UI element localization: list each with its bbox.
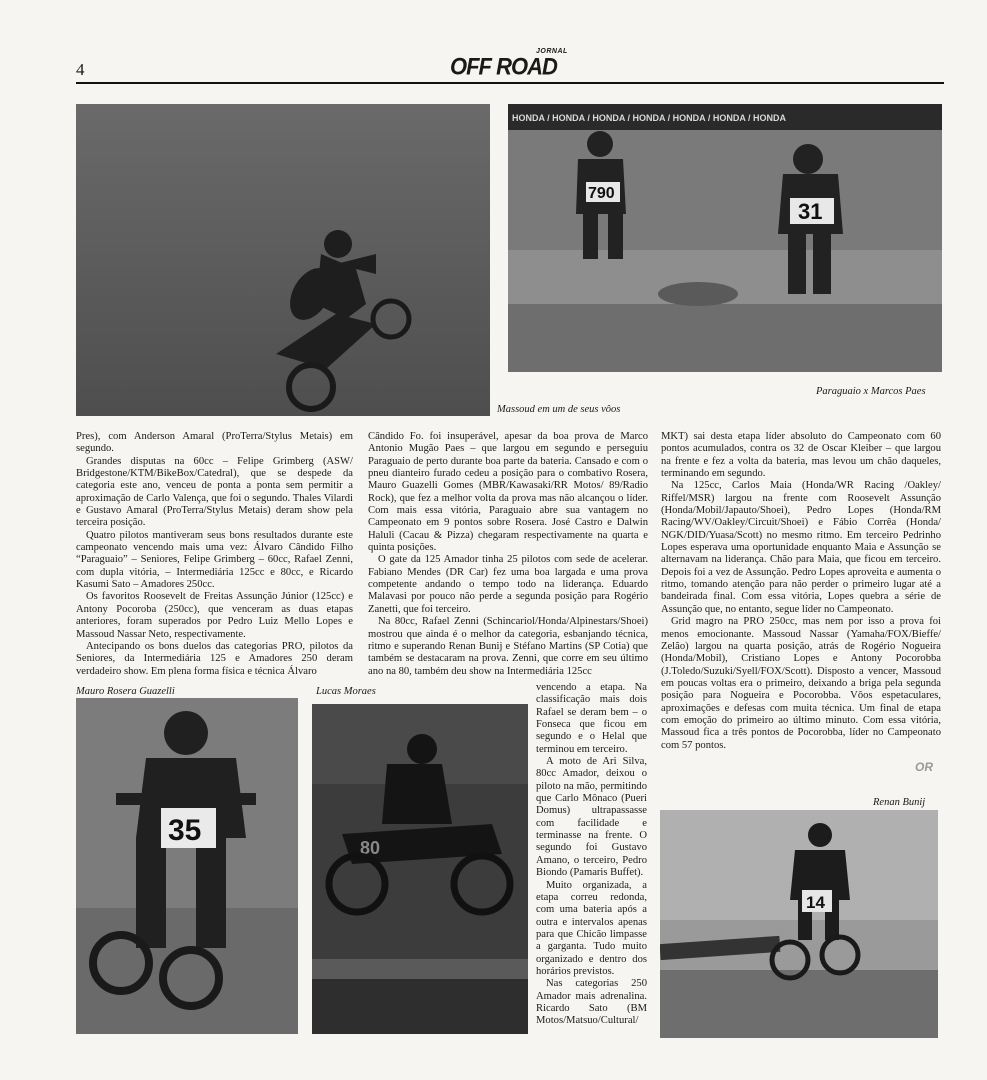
col1-paragraph: Grandes disputas na 60cc – Felipe Grimberg (ASW/ Bridgestone/KTM/BikeBox/Catedral), que se despede da categoria este ano, venceu de ponta a ponta sem permitir a aproximação de Carlo Valença, que foi o segundo. Thales Vilardi e Gustavo Amaral (ProTerra/Stylus Metais) deram show pela terceira posição.: [76, 455, 353, 529]
caption-renan: Renan Bunij: [873, 797, 926, 808]
logo-off-road: OFF ROAD: [450, 52, 557, 81]
photo-rosera: [76, 698, 298, 1034]
banner-text: HONDA / HONDA / HONDA / HONDA / HONDA / HONDA / HONDA: [512, 113, 786, 123]
col3-paragraph: Na 125cc, Carlos Maia (Honda/WR Racing /Oakley/ Riffel/MSR) largou na frente com Roosevelt Assunção (Honda/Mobil/Japauto/Shoei), Pedro Lopes (Honda/RM Racing/WV/Oakley/Circuit/Shoei) e Fábio Corrêa (Honda/ NGK/DID/Yuasa/Scott) no mesmo ritmo. Em terceiro Pedrinho Lopes esperava uma oportunidade enquanto Maia e Assunção se alternavam na liderança. Chão para Maia, que ficou em terceiro. Depois foi a vez de Assunção. Pedro Lopes aproveita e aumenta o ritmo, tomando atenção para não perder o primeiro lugar até a bandeirada final. Com essa vitória, Lopes quebra a série de Assunção que, no entanto, segue líder no Campeonato.: [661, 480, 941, 615]
photo-renan-bunij: [660, 810, 938, 1038]
off-road-logo: [448, 48, 572, 82]
header-rule: [76, 82, 944, 84]
caption-paraguaio: Paraguaio x Marcos Paes: [816, 386, 926, 397]
col1-paragraph: Pres), com Anderson Amaral (ProTerra/Stylus Metais) em segundo.: [76, 431, 353, 455]
bib-31: 31: [798, 199, 823, 224]
bib-35: 35: [168, 814, 202, 847]
col1-paragraph: Antecipando os bons duelos das categorias PRO, pilotos da Seniores, da Intermediária 125 e Amadores 250 deram verdadeiro show. Em plena forma física e técnica Álvaro: [76, 640, 353, 677]
article-column-2-narrow: [536, 682, 647, 1028]
end-mark-logo: OR: [915, 760, 933, 774]
bib-80: 80: [360, 838, 381, 858]
caption-rosera: Mauro Rosera Guazelli: [76, 686, 175, 697]
article-column-1: [76, 431, 353, 678]
col2-paragraph: Na 80cc, Rafael Zenni (Schincariol/Honda/Alpinestars/Shoei) mostrou que ainda é o melhor da categoria, esbanjando técnica, ritmo e superando Renan Bunij e Stéfano Martins (SP Cotia) que também se destacaram na prova. Zenni, que corre em seu último ano na 80, também deu show na Intermediária 125cc: [368, 616, 648, 677]
col1-paragraph: Quatro pilotos mantiveram seus bons resultados durante este campeonato vencendo mais uma vez: Álvaro Cândido Filho “Paraguaio” – Seniores, Felipe Grimberg – 60cc, Rafael Zenni, com dupla vitória, – Intermediária 125cc e 80cc, e Ricardo Kasumi Sato – Amadores 250cc.: [76, 529, 353, 591]
col2-paragraph: Cândido Fo. foi insuperável, apesar da boa prova de Marco Antonio Mugão Paes – que largou em segundo e perseguiu Paraguaio de perto durante boa parte da bateria. Cansado e com o pneu dianteiro furado cedeu a posição para o combativo Rosera, Mauro Guazelli Gomes (MBR/Kawasaki/RR Motos/ 89/Radio Rock), que fez a melhor volta da prova mas não alcançou o líder. Com mais essa vitória, Paraguaio abre sua vantagem no Campeonato em 9 pontos sobre Rosera. José Castro e Dalwin Haluli (Cacau & Pizza) chegaram respectivamente na quarta e quinta posições.: [368, 431, 648, 554]
col2-narrow-paragraph: Nas categorias 250 Amador mais adrenalina. Ricardo Sato (BM Motos/Matsuo/Cultural/: [536, 978, 647, 1027]
article-column-3: [661, 431, 941, 752]
article-column-2: [368, 431, 648, 678]
col2-paragraph: O gate da 125 Amador tinha 25 pilotos com sede de acelerar. Fabiano Mendes (DR Car) fez uma boa largada e uma prova competente andando o tempo todo na liderança. Eduardo Malavasi por pouco não perde a segunda posição para Rogério Zanetti, que foi terceiro.: [368, 554, 648, 615]
logo-jornal: JORNAL: [536, 48, 568, 55]
col1-paragraph: Os favoritos Roosevelt de Freitas Assunção Júnior (125cc) e Antony Pocoroba (250cc), que venceram as duas etapas anteriores, foram superados por Pedro Luiz Mello Lopes e Massoud Nassar Neto, respectivamente.: [76, 591, 353, 640]
col2-narrow-paragraph: Muito organizada, a etapa correu redonda, com uma bateria após a outra e intervalos apenas para que Chicão limpasse a garganta. Tudo muito organizado e dentro dos horários previstos.: [536, 879, 647, 977]
photo-lucas-moraes: [312, 704, 528, 1034]
caption-massoud: Massoud em um de seus vôos: [497, 404, 621, 415]
bib-14: 14: [806, 893, 825, 912]
page-number: 4: [76, 60, 85, 79]
col2-narrow-paragraph: vencendo a etapa. Na classificação mais dois Rafael se deram bem – o Fonseca que ficou em segundo e o Helal que terminou em terceiro.: [536, 682, 647, 755]
photo-massoud-jump: [76, 104, 490, 416]
photo-paraguaio-vs-paes: [508, 104, 942, 372]
col2-narrow-paragraph: A moto de Ari Silva, 80cc Amador, deixou o piloto na mão, permitindo que Carlo Mônaco (Pueri Domus) ultrapassasse com facilidade e terminasse na frente. O segundo foi Gustavo Amano, o terceiro, Pedro Biondo (Pamaris Buffet).: [536, 756, 647, 879]
col3-paragraph: MKT) sai desta etapa líder absoluto do Campeonato com 60 pontos acumulados, contra os 32 de Oscar Kleiber – que largou na frente e fez a volta da bateria, mas levou um chão daqueles, terminando em segundo.: [661, 431, 941, 480]
caption-lucas: Lucas Moraes: [316, 686, 376, 697]
col3-paragraph: Grid magro na PRO 250cc, mas nem por isso a prova foi menos emocionante. Massoud Nassar (Yamaha/FOX/Bieffe/ Zelão) largou na quarta posição, atrás de Rogério Nogueira (Honda/Mobil), Cristiano Lopes e Antony Pocorobba (J.Toledo/Suzuki/Syell/FOX/Scott). Disposto a vencer, Massoud em poucas voltas era o primeiro, deixando a briga pela segunda posição para Nogueira e Pocorobba. Vôos espetaculares, aproximações e defesas com muita técnica. Um final de etapa com emoção do primeiro ao último minuto. Com essa vitória, Massoud fica a três pontos de Pocorobba, líder no Campeonato com 57 pontos.: [661, 616, 941, 751]
bib-790: 790: [588, 185, 615, 202]
